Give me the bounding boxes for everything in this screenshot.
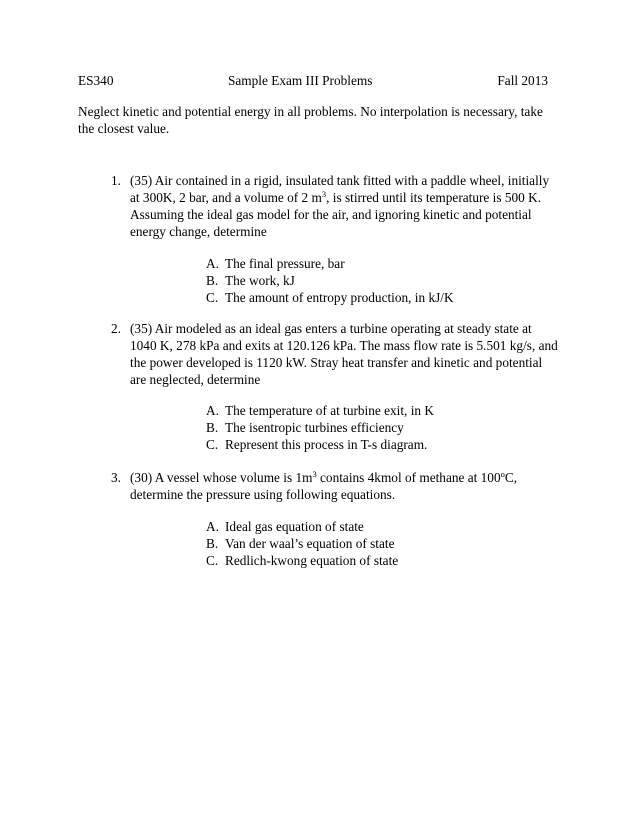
problem-3-part-c: C. Redlich-kwong equation of state bbox=[206, 553, 399, 568]
problem-2 bbox=[111, 320, 561, 388]
problem-3-part-a: A. Ideal gas equation of state bbox=[206, 519, 364, 534]
problem-1-part-a: A. The final pressure, bar bbox=[206, 256, 345, 271]
problem-1 bbox=[111, 172, 561, 240]
problem-2-part-c: C. Represent this process in T-s diagram. bbox=[206, 437, 428, 452]
problem-number: 3. bbox=[111, 470, 121, 485]
problem-text: (30) A vessel whose volume is $1m^3$ contains 4kmol of methane at 100$^o$C, determine the pressure using following equations. bbox=[130, 469, 518, 502]
problem-2-parts bbox=[206, 402, 546, 453]
problem-text: (35) Air modeled as an ideal gas enters a turbine operating at steady state at 1040 K, 278 kPa and exits at 120.126 kPa. The mass flow rate is 5.501 kg/s, and the power developed is 1120 kW. Stray heat transfer and kinetic and potential are neglected, determine bbox=[130, 321, 558, 387]
course-code: ES340 bbox=[78, 73, 114, 88]
instructions: Neglect kinetic and potential energy in all problems. No interpolation is necessary, take the closest value. bbox=[78, 104, 543, 136]
exam-term: Fall 2013 bbox=[497, 73, 548, 88]
problem-3-parts bbox=[206, 518, 546, 569]
problem-number: 2. bbox=[111, 321, 121, 336]
problem-1-part-c: C. The amount of entropy production, in kJ/K bbox=[206, 290, 454, 305]
problem-3-part-b: B. Van der waal’s equation of state bbox=[206, 536, 395, 551]
problem-2-part-b: B. The isentropic turbines efficiency bbox=[206, 420, 404, 435]
problem-number: 1. bbox=[111, 173, 121, 188]
problem-3 bbox=[111, 469, 561, 503]
problem-1-parts bbox=[206, 255, 546, 306]
problem-2-part-a: A. The temperature of at turbine exit, in K bbox=[206, 403, 434, 418]
problem-1-part-b: B. The work, kJ bbox=[206, 273, 295, 288]
problem-text: (35) Air contained in a rigid, insulated tank fitted with a paddle wheel, initially at 300K, 2 bar, and a volume of 2 $m^3$, is stirred until its temperature is 500 K. Assuming the ideal gas model for the air, and ignoring kinetic and potential energy change, determine bbox=[130, 173, 550, 239]
exam-title: Sample Exam III Problems bbox=[228, 73, 373, 88]
page-header bbox=[78, 72, 548, 89]
